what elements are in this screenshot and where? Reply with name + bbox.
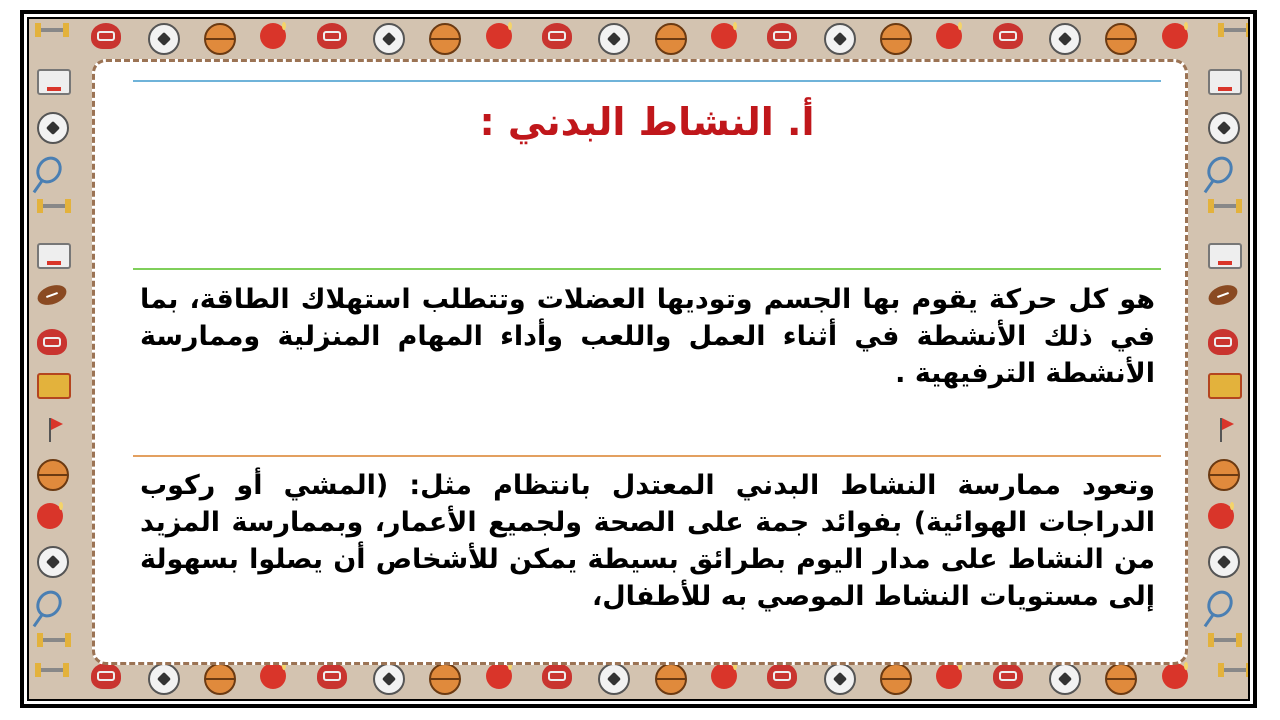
basketball-icon [880, 23, 912, 55]
basketball-icon [37, 459, 69, 491]
dumbbell-icon [37, 199, 71, 213]
basketball-icon [429, 23, 461, 55]
ping-pong-icon [486, 663, 512, 689]
basketball-icon [204, 23, 236, 55]
scoreboard-icon [1208, 373, 1242, 399]
basketball-icon [1105, 663, 1137, 695]
soccer-ball-icon [373, 663, 405, 695]
ping-pong-icon [1208, 503, 1234, 529]
soccer-ball-icon [824, 23, 856, 55]
helmet-icon [91, 23, 121, 49]
dumbbell-icon [1218, 663, 1250, 677]
helmet-icon [993, 663, 1023, 689]
divider-green [133, 268, 1161, 270]
ping-pong-icon [486, 23, 512, 49]
basketball-icon [655, 663, 687, 695]
benefits-paragraph: وتعود ممارسة النشاط البدني المعتدل بانتظام مثل: (المشي أو ركوب الدراجات الهوائية) بفوائد جمة على الصحة ولجميع الأعمار، وبممارسة المزيد من النشاط على مدار اليوم بطرائق بسيطة يمكن للأشخاص أن يصلوا بسهولة إلى مستويات النشاط الموصي به للأطفال، [140, 470, 1155, 612]
helmet-icon [91, 663, 121, 689]
definition-paragraph: هو كل حركة يقوم بها الجسم وتوديها العضلات وتتطلب استهلاك الطاقة، بما في ذلك الأنشطة في أثناء العمل واللعب وأداء المهام المنزلية وممارسة الأنشطة الترفيهية . [140, 284, 1155, 389]
ping-pong-icon [936, 23, 962, 49]
basketball-icon [204, 663, 236, 695]
ping-pong-icon [1162, 23, 1188, 49]
soccer-ball-icon [1208, 546, 1240, 578]
soccer-ball-icon [373, 23, 405, 55]
page-title: أ. النشاط البدني : [479, 100, 815, 144]
basketball-icon [880, 663, 912, 695]
soccer-ball-icon [1049, 23, 1081, 55]
basketball-icon [1105, 23, 1137, 55]
ping-pong-icon [936, 663, 962, 689]
golf-flag-icon [1208, 416, 1238, 446]
helmet-icon [542, 663, 572, 689]
helmet-icon [317, 663, 347, 689]
hoop-icon [37, 69, 71, 95]
golf-flag-icon [37, 416, 67, 446]
helmet-icon [767, 663, 797, 689]
basketball-icon [1208, 459, 1240, 491]
hoop-icon [1208, 69, 1242, 95]
soccer-ball-icon [148, 663, 180, 695]
helmet-icon [993, 23, 1023, 49]
scoreboard-icon [37, 373, 71, 399]
dumbbell-icon [35, 23, 69, 37]
soccer-ball-icon [37, 112, 69, 144]
ping-pong-icon [260, 663, 286, 689]
soccer-ball-icon [1049, 663, 1081, 695]
helmet-icon [542, 23, 572, 49]
divider-orange [133, 455, 1161, 457]
ping-pong-icon [711, 23, 737, 49]
football-icon [35, 281, 69, 308]
dumbbell-icon [1208, 199, 1242, 213]
racket-icon [1202, 585, 1238, 622]
dumbbell-icon [1208, 633, 1242, 647]
soccer-ball-icon [37, 546, 69, 578]
ping-pong-icon [1162, 663, 1188, 689]
dumbbell-icon [1218, 23, 1250, 37]
ping-pong-icon [711, 663, 737, 689]
soccer-ball-icon [824, 663, 856, 695]
racket-icon [31, 151, 67, 188]
soccer-ball-icon [148, 23, 180, 55]
soccer-ball-icon [598, 23, 630, 55]
ping-pong-icon [37, 503, 63, 529]
racket-icon [1202, 151, 1238, 188]
racket-icon [31, 585, 67, 622]
dumbbell-icon [35, 663, 69, 677]
dumbbell-icon [37, 633, 71, 647]
football-icon [1206, 281, 1240, 308]
divider-blue [133, 80, 1161, 82]
ping-pong-icon [260, 23, 286, 49]
soccer-ball-icon [1208, 112, 1240, 144]
hoop-icon [37, 243, 71, 269]
basketball-icon [429, 663, 461, 695]
helmet-icon [1208, 329, 1238, 355]
helmet-icon [317, 23, 347, 49]
hoop-icon [1208, 243, 1242, 269]
basketball-icon [655, 23, 687, 55]
helmet-icon [37, 329, 67, 355]
soccer-ball-icon [598, 663, 630, 695]
helmet-icon [767, 23, 797, 49]
